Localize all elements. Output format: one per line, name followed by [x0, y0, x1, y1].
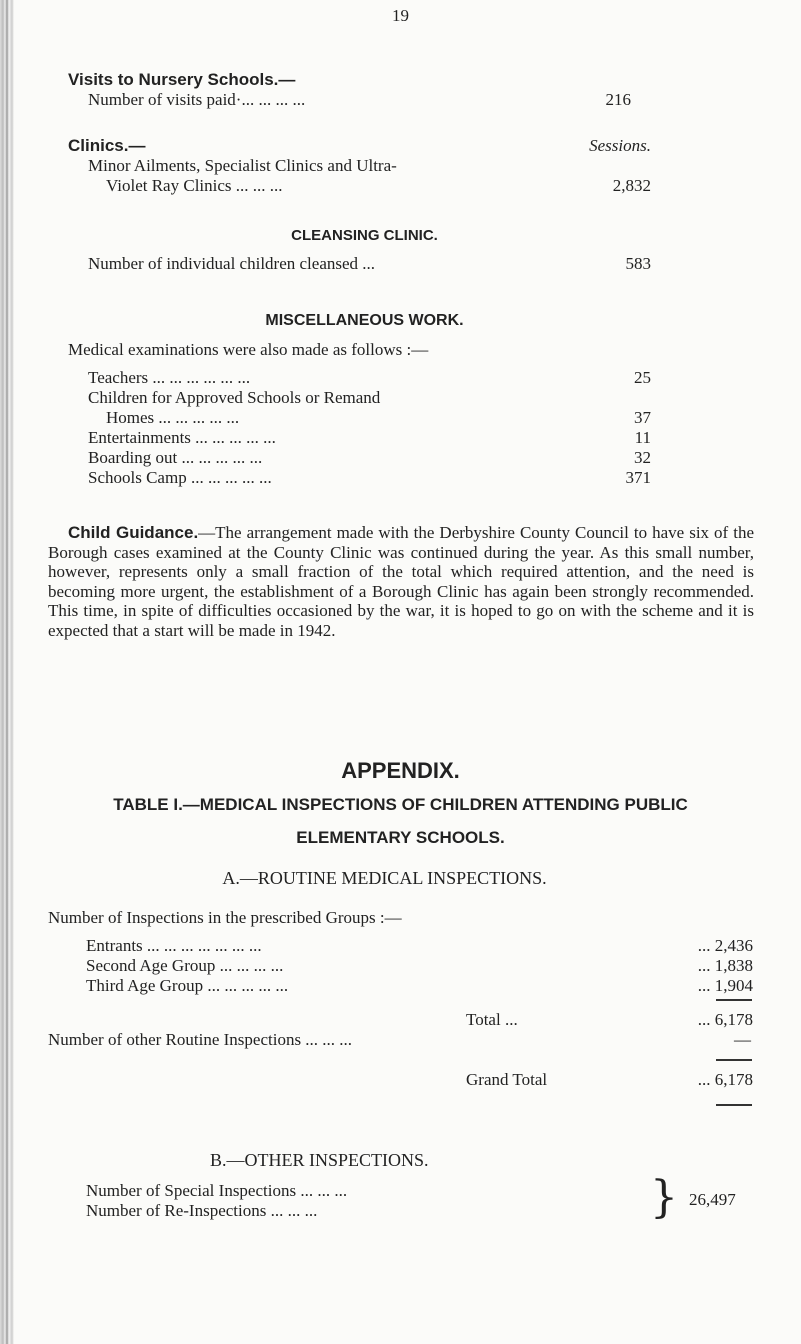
- clinics-column-header: Sessions.: [589, 136, 651, 155]
- section-b-heading: B.—OTHER INSPECTIONS.: [210, 1150, 429, 1170]
- misc-row-value: 371: [625, 468, 651, 487]
- nursery-label: Number of visits paid·... ... ... ...: [88, 90, 306, 109]
- nursery-value: 216: [605, 90, 631, 109]
- misc-row-value: 11: [634, 428, 651, 447]
- reinspections-label: Number of Re-Inspections ... ... ...: [86, 1201, 318, 1220]
- grand-total-rule: [716, 1059, 752, 1061]
- child-guidance-heading: Child Guidance.: [68, 523, 199, 542]
- total-label: Total ...: [466, 1010, 518, 1029]
- clinics-line-1: Minor Ailments, Specialist Clinics and Ultra-: [88, 156, 397, 175]
- page-number: 19: [392, 6, 409, 25]
- group-label: Second Age Group ... ... ... ...: [86, 956, 284, 975]
- clinics-value: 2,832: [612, 176, 651, 195]
- child-guidance-paragraph: [48, 523, 754, 641]
- cleansing-value: 583: [625, 254, 651, 273]
- cleansing-label: Number of individual children cleansed ...: [88, 254, 376, 273]
- misc-row-label: Homes ... ... ... ... ...: [106, 408, 240, 427]
- misc-intro: Medical examinations were also made as follows :—: [68, 340, 429, 359]
- appendix-heading: APPENDIX.: [341, 758, 460, 783]
- grand-total-underline: [716, 1104, 752, 1106]
- group-value: ... 1,904: [697, 976, 753, 995]
- misc-row-label: Boarding out ... ... ... ... ...: [88, 448, 263, 467]
- special-inspections-label: Number of Special Inspections ... ... ...: [86, 1181, 348, 1200]
- misc-row-value: 25: [634, 368, 651, 387]
- misc-row-value: 37: [634, 408, 651, 427]
- clinics-line-2: Violet Ray Clinics ... ... ...: [106, 176, 283, 195]
- total-rule: [716, 999, 752, 1001]
- section-a-heading: A.—ROUTINE MEDICAL INSPECTIONS.: [222, 868, 547, 888]
- table-title-line-2: ELEMENTARY SCHOOLS.: [296, 828, 505, 847]
- misc-row-label: Teachers ... ... ... ... ... ...: [88, 368, 251, 387]
- grand-total-value: ... 6,178: [697, 1070, 753, 1089]
- other-inspections-value: —: [734, 1030, 751, 1049]
- group-label: Third Age Group ... ... ... ... ...: [86, 976, 289, 995]
- grand-total-label: Grand Total: [466, 1070, 548, 1089]
- clinics-heading: Clinics.—: [68, 136, 146, 155]
- cleansing-heading: CLEANSING CLINIC.: [291, 227, 438, 244]
- group-value: ... 1,838: [697, 956, 753, 975]
- table-title-line-1: TABLE I.—MEDICAL INSPECTIONS OF CHILDREN ATTENDING PUBLIC: [113, 795, 688, 814]
- group-label: Entrants ... ... ... ... ... ... ...: [86, 936, 262, 955]
- other-inspections-total: 26,497: [689, 1190, 736, 1209]
- groups-intro: Number of Inspections in the prescribed Groups :—: [48, 908, 402, 927]
- misc-row-label: Children for Approved Schools or Remand: [88, 388, 381, 407]
- right-brace: }: [650, 1172, 678, 1223]
- child-guidance-text: —The arrangement made with the Derbyshire County Council to have six of the Borough cases examined at the County Clinic was continued during the year. As this small number, however, represents only a small fraction of the total which required attention, and the need is becoming more urgent, the establishment of a Borough Clinic has again been strongly recommended. This time, in spite of difficulties occasioned by the war, it is hoped to go on with the scheme and it is expected that a start will be made in 1942.: [48, 523, 754, 640]
- group-value: ... 2,436: [697, 936, 753, 955]
- misc-row-label: Entertainments ... ... ... ... ...: [88, 428, 276, 447]
- total-value: ... 6,178: [697, 1010, 753, 1029]
- misc-row-label: Schools Camp ... ... ... ... ...: [88, 468, 272, 487]
- nursery-heading: Visits to Nursery Schools.—: [68, 70, 296, 89]
- scan-binding-edge: [0, 0, 14, 1344]
- other-inspections-label: Number of other Routine Inspections ... ... ...: [48, 1030, 353, 1049]
- misc-heading: MISCELLANEOUS WORK.: [265, 312, 464, 329]
- misc-row-value: 32: [634, 448, 651, 467]
